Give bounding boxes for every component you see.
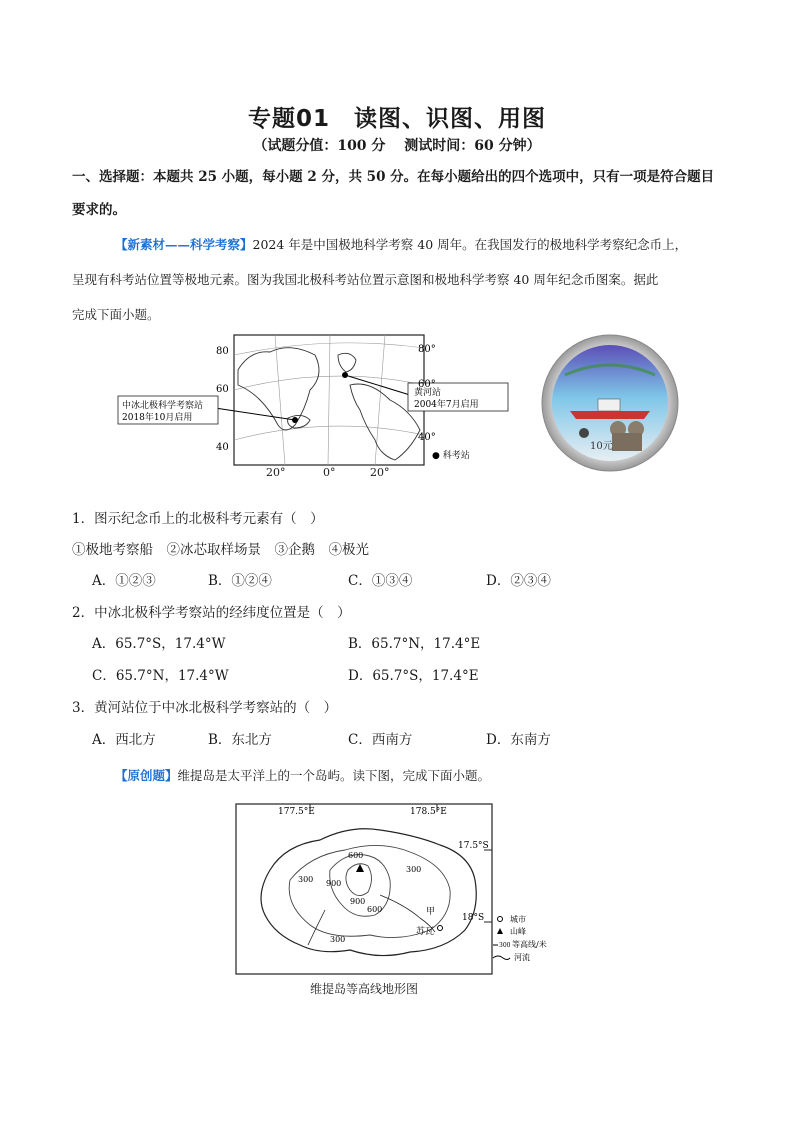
ship-icon — [570, 411, 650, 419]
cn-iceland-label-2: 2018年10月启用 — [122, 413, 193, 423]
contour-label-900-west: 900 — [326, 879, 342, 888]
legend-river: 河流 — [514, 953, 530, 962]
contour-label-300-west: 300 — [298, 875, 314, 884]
contour-label-300-east: 300 — [406, 865, 422, 874]
map2-frame — [236, 804, 492, 974]
arctic-station-map — [110, 330, 510, 470]
q1-option-a[interactable]: A．①②③ — [92, 573, 156, 589]
legend-river-icon — [493, 956, 510, 960]
q3-option-b[interactable]: B．东北方 — [208, 732, 272, 748]
q1-option-b[interactable]: B．①②④ — [208, 573, 272, 589]
legend-contour-sample: 300 — [499, 942, 511, 949]
q3-option-c[interactable]: C．西南方 — [348, 732, 413, 748]
material2-tag: 【原创题】 — [115, 768, 178, 783]
material1-line3: 完成下面小题。 — [72, 307, 160, 322]
material2-text: 维提岛是太平洋上的一个岛屿。读下图，完成下面小题。 — [177, 768, 491, 783]
lat-left-60: 60 — [216, 384, 229, 395]
q2-option-c[interactable]: C．65.7°N，17.4°W — [92, 668, 229, 684]
material1-line1-text: 2024 年是中国极地科学考察 40 周年。在我国发行的极地科学考察纪念币上， — [252, 237, 688, 252]
legend-peak: 山峰 — [510, 927, 526, 936]
penguin-icon — [579, 428, 589, 438]
material1-line2: 呈现有科考站位置等极地元素。图为我国北极科考站位置示意图和极地科学考察 40 周年纪念币图案。据此 — [72, 272, 659, 287]
researchers-body — [612, 433, 642, 451]
huanghe-label-1: 黄河站 — [414, 388, 442, 398]
q3-option-d[interactable]: D．东南方 — [486, 732, 551, 748]
legend-contour: 等高线/米 — [512, 940, 547, 949]
q1-stem: 1．图示纪念币上的北极科考元素有（ ） — [72, 511, 324, 527]
lat-right-80: 80° — [418, 344, 436, 355]
huanghe-label-2: 2004年7月启用 — [414, 400, 479, 410]
map2-caption: 维提岛等高线地形图 — [309, 982, 418, 996]
map2-lon-label-2: 178.5°E — [410, 807, 447, 817]
place-jia: 甲 — [426, 907, 436, 917]
lon-label-3: 20° — [370, 466, 390, 479]
q3-stem: 3．黄河站位于中冰北极科学考察站的（ ） — [72, 700, 338, 716]
map2-lat-label-2: 18°S — [462, 913, 485, 923]
q2-option-a[interactable]: A．65.7°S，17.4°W — [92, 636, 226, 652]
commemorative-coin — [540, 333, 680, 473]
viti-levu-contour-map — [230, 800, 570, 980]
q2-stem: 2．中冰北极科学考察站的经纬度位置是（ ） — [72, 605, 351, 621]
contour-label-900: 900 — [350, 897, 366, 906]
legend-peak-icon — [497, 928, 503, 934]
suva-city-icon — [438, 926, 443, 931]
legend-city-icon — [498, 917, 503, 922]
place-suva: 苏瓦 — [416, 927, 435, 937]
map1-legend-station: ● 科考站 — [432, 451, 470, 461]
q1-items: ①极地考察船 ②冰芯取样场景 ③企鹅 ④极光 — [72, 542, 369, 558]
page-subtitle: （试题分值：100 分 测试时间：60 分钟） — [253, 138, 541, 154]
q2-option-d[interactable]: D．65.7°S，17.4°E — [348, 668, 479, 684]
lon-label-1: 20° — [266, 466, 286, 479]
contour-label-600-south: 600 — [367, 905, 383, 914]
q3-option-a[interactable]: A．西北方 — [92, 732, 156, 748]
contour-label-600-north: 600 — [348, 851, 364, 860]
lat-left-40: 40 — [216, 442, 229, 453]
material2-line — [115, 766, 490, 784]
q2-option-b[interactable]: B．65.7°N，17.4°E — [348, 636, 481, 652]
lon-label-2: 0° — [323, 466, 336, 479]
coin-value: 10元 — [590, 441, 613, 452]
page-title: 专题01 读图、识图、用图 — [247, 106, 546, 132]
lat-right-40: 40° — [418, 432, 436, 443]
section-instructions-line2: 要求的。 — [72, 202, 126, 218]
legend-city: 城市 — [510, 915, 526, 924]
q1-option-d[interactable]: D．②③④ — [486, 573, 551, 589]
contour-label-300-south: 300 — [330, 935, 346, 944]
lat-left-80: 80 — [216, 346, 229, 357]
material1-tag: 【新素材——科学考察】 — [115, 237, 253, 252]
material1-line1 — [115, 235, 687, 253]
q1-option-c[interactable]: C．①③④ — [348, 573, 413, 589]
lat-right-60: 60° — [418, 379, 436, 390]
map2-lat-label-1: 17.5°S — [458, 841, 489, 851]
cn-iceland-label-1: 中冰北极科学考察站 — [122, 401, 204, 411]
section-instructions-line1: 一、选择题：本题共 25 小题，每小题 2 分，共 50 分。在每小题给出的四个选项中，只有一项是符合题目 — [72, 169, 715, 185]
ship-superstructure — [598, 399, 620, 411]
map2-lon-label-1: 177.5°E — [278, 807, 315, 817]
